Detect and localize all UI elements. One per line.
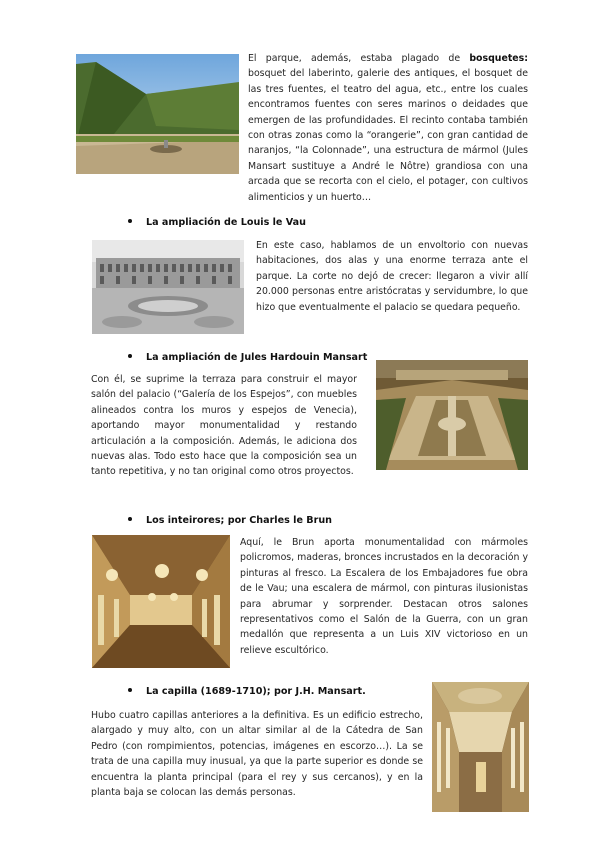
vau-paragraph: En este caso, hablamos de un envoltorio con nuevas habitaciones, dos alas y una enorme terraza ante el parque. La corte no dejó de crecer: llegaron a vivir allí 20.000 personas entre aristócratas y servidumbre, lo que hizo que eventualmente el palacio se quedara pequeño. xyxy=(256,240,528,313)
brun-paragraph: Aquí, le Brun aporta monumentalidad con mármoles policromos, maderas, bronces incrustados en la decoración y pinturas al fresco. La Escalera de los Embajadores fue obra de le Vau; una escalera de mármol, con pinturas ilusionistas para abrumar y sorprender. Destacan otros salones representativos como el Salón de la Guerra, con un gran medallón que representa a un Luis XIV victorioso en un relieve escultórico. xyxy=(240,537,528,656)
bullet-icon xyxy=(128,688,132,692)
bullet-icon xyxy=(128,517,132,521)
bullet-icon xyxy=(128,219,132,223)
heading-capilla: La capilla (1689-1710); por J.H. Mansart. xyxy=(128,686,366,697)
capilla-paragraph: Hubo cuatro capillas anteriores a la definitiva. Es un edificio estrecho, alargado y muy alto, con un altar similar al de la Cátedra de San Pedro (con rompimientos, potencias, imágenes en escorzo…). La se trata de una capilla muy inusual, ya que la parte superior es donde se encuentra la planta principal (para el rey y sus cercanos), y en la planta baja se colocan las demás personas. xyxy=(91,710,423,799)
royal-chapel-photo xyxy=(432,682,529,812)
heading-mansart: La ampliación de Jules Hardouin Mansart xyxy=(128,352,367,363)
heading-brun: Los inteirores; por Charles le Brun xyxy=(128,515,332,526)
garden-alley-photo xyxy=(76,54,239,174)
heading-vau: La ampliación de Louis le Vau xyxy=(128,217,306,228)
bullet-icon xyxy=(128,354,132,358)
mansart-paragraph: Con él, se suprime la terraza para construir el mayor salón del palacio (“Galería de los Espejos”, con muebles alineados contra los muros y espejos de Venecia), aportando mayor monumentalidad y restando articulación a la composición. Además, le adiciona dos nuevas alas. Todo esto hace que la composición sea un tanto repetitiva, y no tan original como otros proyectos. xyxy=(91,374,357,478)
aerial-gardens-photo xyxy=(376,360,528,470)
hall-of-mirrors-photo xyxy=(92,535,230,668)
palace-facade-photo xyxy=(92,240,244,334)
bosquetes-bold-term: bosquetes: xyxy=(469,53,528,64)
bosquetes-paragraph: El parque, además, estaba plagado de bosquetes: bosquet del laberinto, galerie des antiques, el bosquet de las tres fuentes, el teatro del agua, etc., entre los cuales encontramos fuentes con seres marinos o deidades que emergen de las profundidades. El recinto contaba también con otras zonas como la “orangerie”, con gran cantidad de naranjos, “la Colonnade”, una estructura de mármol (Jules Mansart sustituye a André le Nôtre) grandiosa con una arcada que se recorta con el cielo, el potager, con cultivos alimenticios y un huerto… xyxy=(248,53,528,203)
